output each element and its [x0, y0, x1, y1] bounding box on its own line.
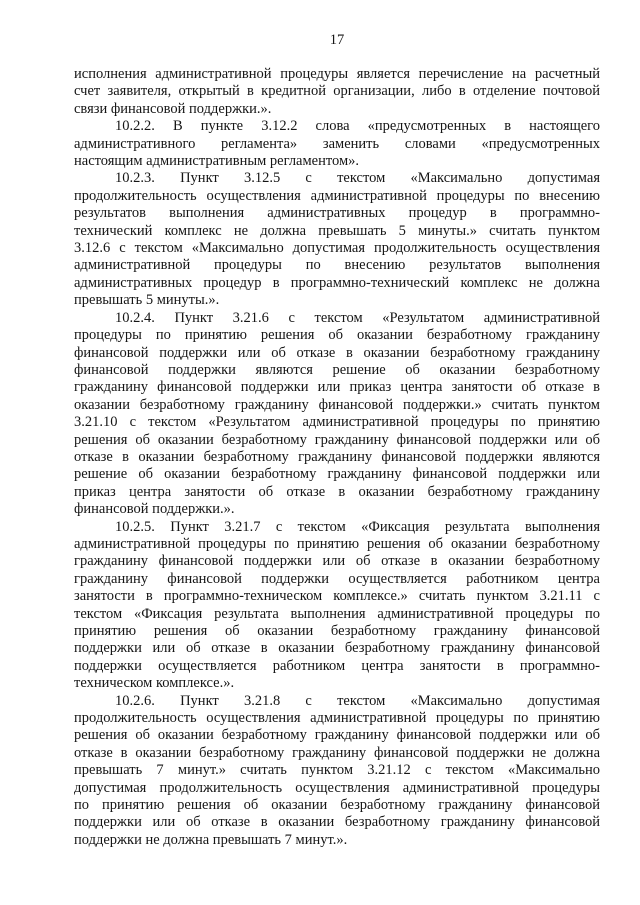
text-line: финансовой поддержки являются решение об оказании безработному [74, 361, 600, 378]
text-line: приказ центра занятости об отказе в оказании безработному гражданину [74, 483, 600, 500]
text-line: продолжительность осуществления административной процедуры по принятию [74, 710, 600, 727]
document-body [74, 66, 600, 849]
text-line: решения об оказании безработному гражданину финансовой поддержки или об [74, 431, 600, 448]
text-line: исполнения административной процедуры является перечисление на расчетный [74, 66, 600, 82]
paragraph-10-2-5 [74, 519, 600, 693]
text-line: по принятию решения об оказании безработному гражданину финансовой [74, 797, 600, 814]
text-line: административных процедур в программно-технический комплекс не должна [74, 274, 600, 291]
text-line: 3.12.6 с текстом «Максимально допустимая продолжительность осуществления [74, 240, 600, 257]
text-line: результатов выполнения административных процедур в программно- [74, 205, 600, 222]
text-line: настоящим административным регламентом». [74, 153, 360, 170]
page-number: 17 [329, 32, 345, 48]
text-line: административной процедуры по принятию решения об оказании безработному [74, 535, 600, 552]
text-line: продолжительность осуществления административной процедуры по внесению [74, 187, 600, 204]
text-line: поддержки или об отказе в оказании безработному гражданину финансовой [74, 814, 600, 831]
text-line: текстом «Фиксация результата выполнения административной процедуры по [74, 605, 600, 622]
paragraph-10-2-2 [74, 118, 600, 170]
text-line: поддержки не должна превышать 7 минут.». [74, 831, 348, 848]
text-line: 10.2.4. Пункт 3.21.6 с текстом «Результатом административной [115, 309, 600, 326]
paragraph-10-2-4 [74, 310, 600, 519]
text-line: технический комплекс не должна превышать 5 минуты.» считать пунктом [74, 222, 600, 239]
text-line: решения об оказании безработному гражданину финансовой поддержки или об [74, 727, 600, 744]
text-line: финансовой поддержки.». [74, 501, 235, 518]
text-line: гражданину финансовой поддержки или об отказе в оказании безработному [74, 553, 600, 570]
text-line: превышать 7 минут.» считать пунктом 3.21.12 с текстом «Максимально [74, 762, 600, 779]
paragraph-continuation [74, 66, 600, 118]
text-line: отказе в оказании безработному гражданину финансовой поддержки являются [74, 448, 600, 465]
text-line: превышать 5 минуты.». [74, 292, 220, 309]
text-line: принятию решения об оказании безработному гражданину финансовой [74, 623, 600, 639]
text-line: 10.2.3. Пункт 3.12.5 с текстом «Максимально допустимая [115, 170, 600, 187]
text-line: 10.2.2. В пункте 3.12.2 слова «предусмотренных в настоящего [115, 118, 600, 135]
text-line: поддержки или об отказе в оказании безработному гражданину финансовой [74, 640, 600, 657]
paragraph-10-2-6 [74, 693, 600, 850]
text-line: финансовой поддержки или об отказе в оказании безработному гражданину [74, 344, 600, 361]
text-line: оказании безработному гражданину финансовой поддержки.» считать пунктом [74, 396, 600, 413]
text-line: поддержки осуществляется работником центра занятости в программно- [74, 657, 600, 674]
text-line: счет заявителя, открытый в кредитной организации, либо в отделение почтовой [74, 83, 600, 100]
text-line: процедуры по принятию решения об оказании безработному гражданину [74, 327, 600, 344]
text-line: допустимая продолжительность осуществления административной процедуры [74, 779, 600, 796]
text-line: гражданину финансовой поддержки осуществляется работником центра [74, 570, 600, 587]
text-line: связи финансовой поддержки.». [74, 100, 272, 117]
text-line: административного регламента» заменить словами «предусмотренных [74, 135, 600, 152]
text-line: 3.21.10 с текстом «Результатом административной процедуры по принятию [74, 414, 600, 431]
text-line: решение об оказании безработному гражданину финансовой поддержки или [74, 466, 600, 483]
text-line: техническом комплексе.». [74, 675, 235, 692]
text-line: занятости в программно-техническом комплексе.» считать пунктом 3.21.11 с [74, 588, 600, 605]
paragraph-10-2-3 [74, 170, 600, 309]
text-line: гражданину финансовой поддержки или приказ центра занятости об отказе в [74, 379, 600, 396]
text-line: отказе в оказании безработному гражданину финансовой поддержки не должна [74, 744, 600, 761]
text-line: 10.2.6. Пункт 3.21.8 с текстом «Максимально допустимая [115, 692, 600, 709]
text-line: 10.2.5. Пункт 3.21.7 с текстом «Фиксация результата выполнения [115, 518, 600, 535]
text-line: административной процедуры по внесению результатов выполнения [74, 257, 600, 274]
